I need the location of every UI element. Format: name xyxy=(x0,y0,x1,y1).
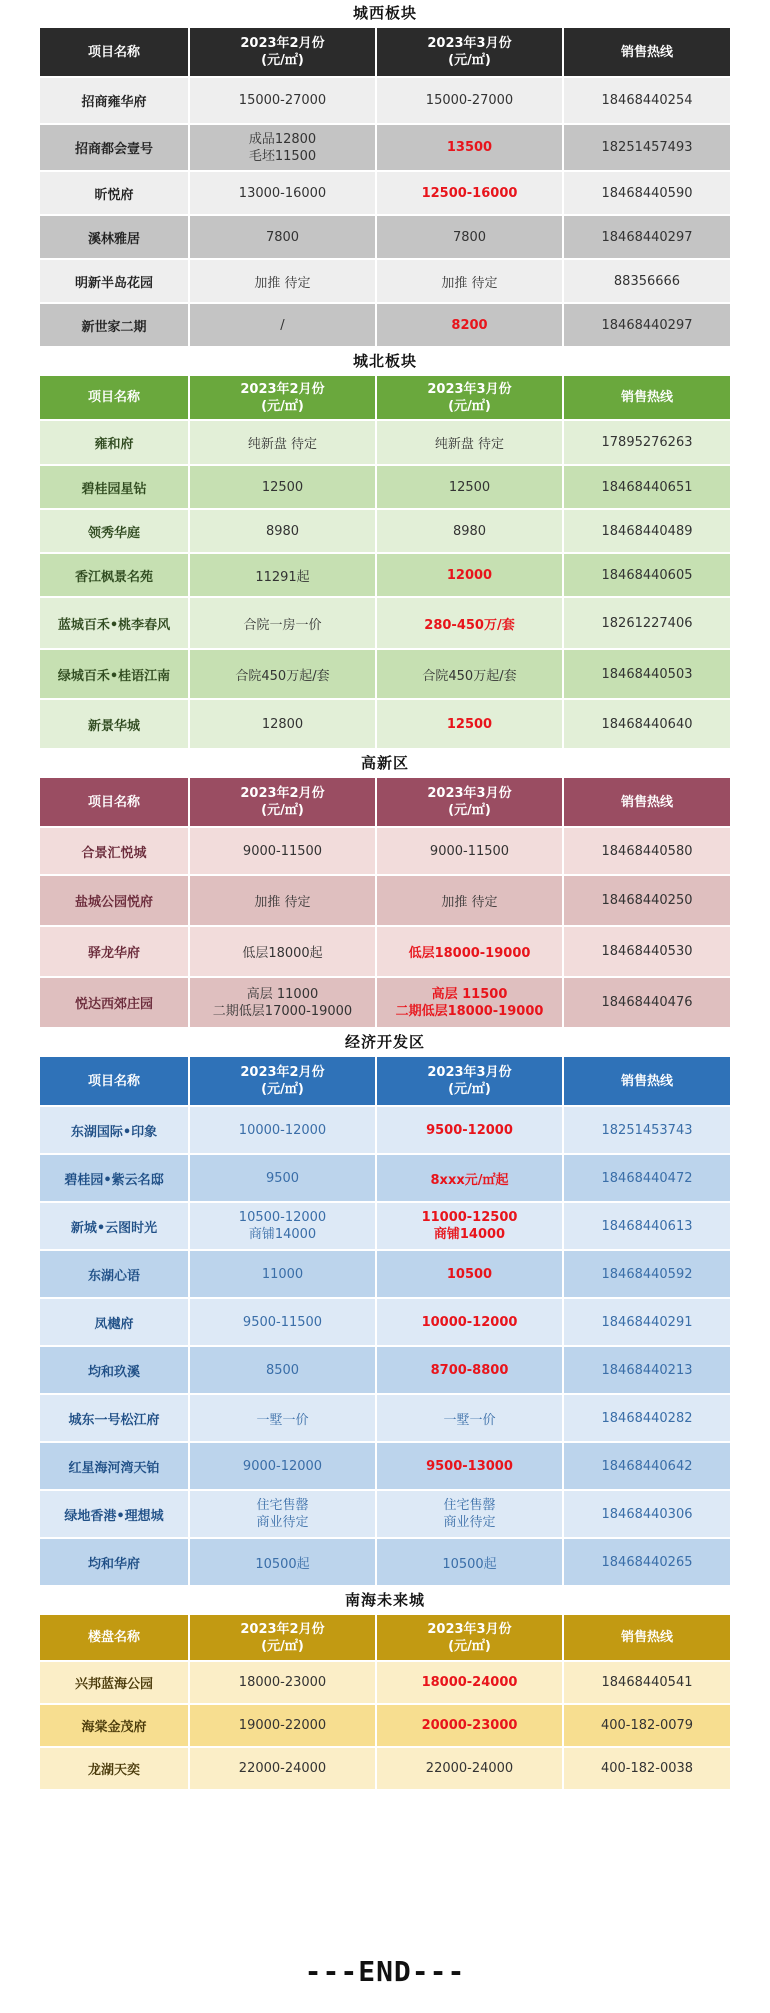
table-row xyxy=(40,260,730,302)
feb-price: 加推 待定 xyxy=(190,876,375,925)
table-row xyxy=(40,1347,730,1393)
table-row xyxy=(40,421,730,464)
header-feb-price: 2023年2月份 (元/㎡) xyxy=(190,1615,375,1660)
feb-price: 合院450万起/套 xyxy=(190,650,375,698)
feb-price: 9500 xyxy=(190,1155,375,1201)
sales-hotline: 18468440297 xyxy=(564,216,730,258)
project-name: 招商都会壹号 xyxy=(40,125,188,170)
feb-price: 22000-24000 xyxy=(190,1748,375,1789)
section-title: 城西板块 xyxy=(352,4,417,22)
sales-hotline: 18468440297 xyxy=(564,304,730,346)
mar-price: 10500 xyxy=(377,1251,562,1297)
sales-hotline: 17895276263 xyxy=(564,421,730,464)
project-name: 香江枫景名苑 xyxy=(40,554,188,596)
feb-price: 15000-27000 xyxy=(190,78,375,123)
section-title: 城北板块 xyxy=(352,352,417,370)
sales-hotline: 18251453743 xyxy=(564,1107,730,1153)
price-table xyxy=(38,26,732,348)
mar-price: 11000-12500 商铺14000 xyxy=(377,1203,562,1249)
table-row xyxy=(40,466,730,508)
sales-hotline: 18468440472 xyxy=(564,1155,730,1201)
sales-hotline: 88356666 xyxy=(564,260,730,302)
project-name: 东湖国际•印象 xyxy=(40,1107,188,1153)
section-1 xyxy=(40,348,730,750)
section-0 xyxy=(40,0,730,348)
section-title: 南海未来城 xyxy=(344,1591,425,1609)
header-mar-price: 2023年3月份 (元/㎡) xyxy=(377,28,562,76)
sales-hotline: 18468440580 xyxy=(564,828,730,874)
sales-hotline: 18468440651 xyxy=(564,466,730,508)
section-title: 经济开发区 xyxy=(344,1033,425,1051)
feb-price: 13000-16000 xyxy=(190,172,375,214)
table-row xyxy=(40,876,730,925)
table-row xyxy=(40,1395,730,1441)
project-name: 绿地香港•理想城 xyxy=(40,1491,188,1537)
sales-hotline: 18251457493 xyxy=(564,125,730,170)
price-table xyxy=(38,1613,732,1791)
header-row xyxy=(40,376,730,419)
price-table xyxy=(38,374,732,750)
feb-price: 12800 xyxy=(190,700,375,748)
sales-hotline: 400-182-0079 xyxy=(564,1705,730,1746)
table-row xyxy=(40,1491,730,1537)
header-project-name: 项目名称 xyxy=(40,778,188,826)
table-row xyxy=(40,1748,730,1789)
mar-price: 10000-12000 xyxy=(377,1299,562,1345)
feb-price: 9000-12000 xyxy=(190,1443,375,1489)
header-project-name: 项目名称 xyxy=(40,1057,188,1105)
feb-price: 11000 xyxy=(190,1251,375,1297)
project-name: 海棠金茂府 xyxy=(40,1705,188,1746)
table-row xyxy=(40,1155,730,1201)
sales-hotline: 18468440640 xyxy=(564,700,730,748)
header-feb-price: 2023年2月份 (元/㎡) xyxy=(190,778,375,826)
header-hotline: 销售热线 xyxy=(564,778,730,826)
sales-hotline: 400-182-0038 xyxy=(564,1748,730,1789)
mar-price: 10500起 xyxy=(377,1539,562,1585)
mar-price: 8700-8800 xyxy=(377,1347,562,1393)
sales-hotline: 18468440590 xyxy=(564,172,730,214)
feb-price: 18000-23000 xyxy=(190,1662,375,1703)
header-project-name: 项目名称 xyxy=(40,28,188,76)
project-name: 蓝城百禾•桃李春风 xyxy=(40,598,188,648)
section-title: 高新区 xyxy=(360,754,409,772)
table-row xyxy=(40,216,730,258)
table-row xyxy=(40,554,730,596)
project-name: 均和玖溪 xyxy=(40,1347,188,1393)
mar-price: 住宅售罄 商业待定 xyxy=(377,1491,562,1537)
header-feb-price: 2023年2月份 (元/㎡) xyxy=(190,376,375,419)
project-name: 城东一号松江府 xyxy=(40,1395,188,1441)
feb-price: 8980 xyxy=(190,510,375,552)
project-name: 盐城公园悦府 xyxy=(40,876,188,925)
sales-hotline: 18468440265 xyxy=(564,1539,730,1585)
feb-price: 9500-11500 xyxy=(190,1299,375,1345)
project-name: 新城•云图时光 xyxy=(40,1203,188,1249)
feb-price: 10000-12000 xyxy=(190,1107,375,1153)
feb-price: 10500-12000 商铺14000 xyxy=(190,1203,375,1249)
feb-price: 加推 待定 xyxy=(190,260,375,302)
sales-hotline: 18468440613 xyxy=(564,1203,730,1249)
mar-price: 9500-13000 xyxy=(377,1443,562,1489)
project-name: 龙湖天奕 xyxy=(40,1748,188,1789)
table-row xyxy=(40,1539,730,1585)
mar-price: 12500 xyxy=(377,700,562,748)
end-marker: ---END--- xyxy=(304,1955,466,1988)
sales-hotline: 18468440282 xyxy=(564,1395,730,1441)
project-name: 碧桂园星钻 xyxy=(40,466,188,508)
mar-price: 9500-12000 xyxy=(377,1107,562,1153)
header-row xyxy=(40,1615,730,1660)
feb-price: 低层18000起 xyxy=(190,927,375,976)
sales-hotline: 18261227406 xyxy=(564,598,730,648)
feb-price: / xyxy=(190,304,375,346)
mar-price: 12500-16000 xyxy=(377,172,562,214)
mar-price: 12000 xyxy=(377,554,562,596)
feb-price: 高层 11000 二期低层17000-19000 xyxy=(190,978,375,1027)
mar-price: 加推 待定 xyxy=(377,876,562,925)
feb-price: 8500 xyxy=(190,1347,375,1393)
mar-price: 8xxx元/㎡起 xyxy=(377,1155,562,1201)
feb-price: 11291起 xyxy=(190,554,375,596)
header-mar-price: 2023年3月份 (元/㎡) xyxy=(377,376,562,419)
table-row xyxy=(40,650,730,698)
table-row xyxy=(40,828,730,874)
mar-price: 18000-24000 xyxy=(377,1662,562,1703)
project-name: 驿龙华府 xyxy=(40,927,188,976)
table-row xyxy=(40,1705,730,1746)
header-mar-price: 2023年3月份 (元/㎡) xyxy=(377,1057,562,1105)
header-row xyxy=(40,1057,730,1105)
header-hotline: 销售热线 xyxy=(564,28,730,76)
mar-price: 22000-24000 xyxy=(377,1748,562,1789)
sales-hotline: 18468440291 xyxy=(564,1299,730,1345)
sales-hotline: 18468440592 xyxy=(564,1251,730,1297)
feb-price: 10500起 xyxy=(190,1539,375,1585)
table-row xyxy=(40,125,730,170)
mar-price: 12500 xyxy=(377,466,562,508)
sales-hotline: 18468440541 xyxy=(564,1662,730,1703)
header-feb-price: 2023年2月份 (元/㎡) xyxy=(190,28,375,76)
project-name: 碧桂园•紫云名邸 xyxy=(40,1155,188,1201)
feb-price: 7800 xyxy=(190,216,375,258)
header-row xyxy=(40,778,730,826)
mar-price: 加推 待定 xyxy=(377,260,562,302)
project-name: 雍和府 xyxy=(40,421,188,464)
sales-hotline: 18468440213 xyxy=(564,1347,730,1393)
sales-hotline: 18468440254 xyxy=(564,78,730,123)
mar-price: 8200 xyxy=(377,304,562,346)
project-name: 东湖心语 xyxy=(40,1251,188,1297)
feb-price: 12500 xyxy=(190,466,375,508)
table-row xyxy=(40,1107,730,1153)
table-row xyxy=(40,1662,730,1703)
section-2 xyxy=(40,750,730,1029)
feb-price: 住宅售罄 商业待定 xyxy=(190,1491,375,1537)
header-project-name: 项目名称 xyxy=(40,376,188,419)
header-project-name: 楼盘名称 xyxy=(40,1615,188,1660)
table-row xyxy=(40,927,730,976)
section-4 xyxy=(40,1587,730,1791)
table-row xyxy=(40,1251,730,1297)
feb-price: 成品12800 毛坯11500 xyxy=(190,125,375,170)
mar-price: 7800 xyxy=(377,216,562,258)
project-name: 新世家二期 xyxy=(40,304,188,346)
feb-price: 9000-11500 xyxy=(190,828,375,874)
mar-price: 15000-27000 xyxy=(377,78,562,123)
table-row xyxy=(40,78,730,123)
mar-price: 高层 11500 二期低层18000-19000 xyxy=(377,978,562,1027)
mar-price: 13500 xyxy=(377,125,562,170)
sales-hotline: 18468440306 xyxy=(564,1491,730,1537)
header-row xyxy=(40,28,730,76)
sales-hotline: 18468440476 xyxy=(564,978,730,1027)
mar-price: 纯新盘 待定 xyxy=(377,421,562,464)
sales-hotline: 18468440642 xyxy=(564,1443,730,1489)
table-row xyxy=(40,1443,730,1489)
mar-price: 20000-23000 xyxy=(377,1705,562,1746)
project-name: 兴邦蓝海公园 xyxy=(40,1662,188,1703)
sales-hotline: 18468440250 xyxy=(564,876,730,925)
mar-price: 合院450万起/套 xyxy=(377,650,562,698)
header-hotline: 销售热线 xyxy=(564,376,730,419)
section-3 xyxy=(40,1029,730,1587)
project-name: 凤樾府 xyxy=(40,1299,188,1345)
mar-price: 8980 xyxy=(377,510,562,552)
mar-price: 9000-11500 xyxy=(377,828,562,874)
project-name: 昕悦府 xyxy=(40,172,188,214)
project-name: 新景华城 xyxy=(40,700,188,748)
project-name: 明新半岛花园 xyxy=(40,260,188,302)
mar-price: 一墅一价 xyxy=(377,1395,562,1441)
feb-price: 合院一房一价 xyxy=(190,598,375,648)
table-row xyxy=(40,172,730,214)
project-name: 招商雍华府 xyxy=(40,78,188,123)
table-row xyxy=(40,1299,730,1345)
table-row xyxy=(40,978,730,1027)
header-feb-price: 2023年2月份 (元/㎡) xyxy=(190,1057,375,1105)
mar-price: 280-450万/套 xyxy=(377,598,562,648)
table-row xyxy=(40,510,730,552)
price-table xyxy=(38,1055,732,1587)
project-name: 领秀华庭 xyxy=(40,510,188,552)
sales-hotline: 18468440530 xyxy=(564,927,730,976)
header-mar-price: 2023年3月份 (元/㎡) xyxy=(377,778,562,826)
table-row xyxy=(40,1203,730,1249)
project-name: 红星海河湾天铂 xyxy=(40,1443,188,1489)
header-hotline: 销售热线 xyxy=(564,1615,730,1660)
sales-hotline: 18468440503 xyxy=(564,650,730,698)
mar-price: 低层18000-19000 xyxy=(377,927,562,976)
project-name: 合景汇悦城 xyxy=(40,828,188,874)
table-row xyxy=(40,700,730,748)
project-name: 悦达西郊庄园 xyxy=(40,978,188,1027)
feb-price: 纯新盘 待定 xyxy=(190,421,375,464)
header-mar-price: 2023年3月份 (元/㎡) xyxy=(377,1615,562,1660)
header-hotline: 销售热线 xyxy=(564,1057,730,1105)
project-name: 绿城百禾•桂语江南 xyxy=(40,650,188,698)
table-row xyxy=(40,304,730,346)
price-tables xyxy=(40,0,730,1791)
project-name: 溪林雅居 xyxy=(40,216,188,258)
price-table xyxy=(38,776,732,1029)
sales-hotline: 18468440605 xyxy=(564,554,730,596)
feb-price: 一墅一价 xyxy=(190,1395,375,1441)
feb-price: 19000-22000 xyxy=(190,1705,375,1746)
sales-hotline: 18468440489 xyxy=(564,510,730,552)
project-name: 均和华府 xyxy=(40,1539,188,1585)
table-row xyxy=(40,598,730,648)
